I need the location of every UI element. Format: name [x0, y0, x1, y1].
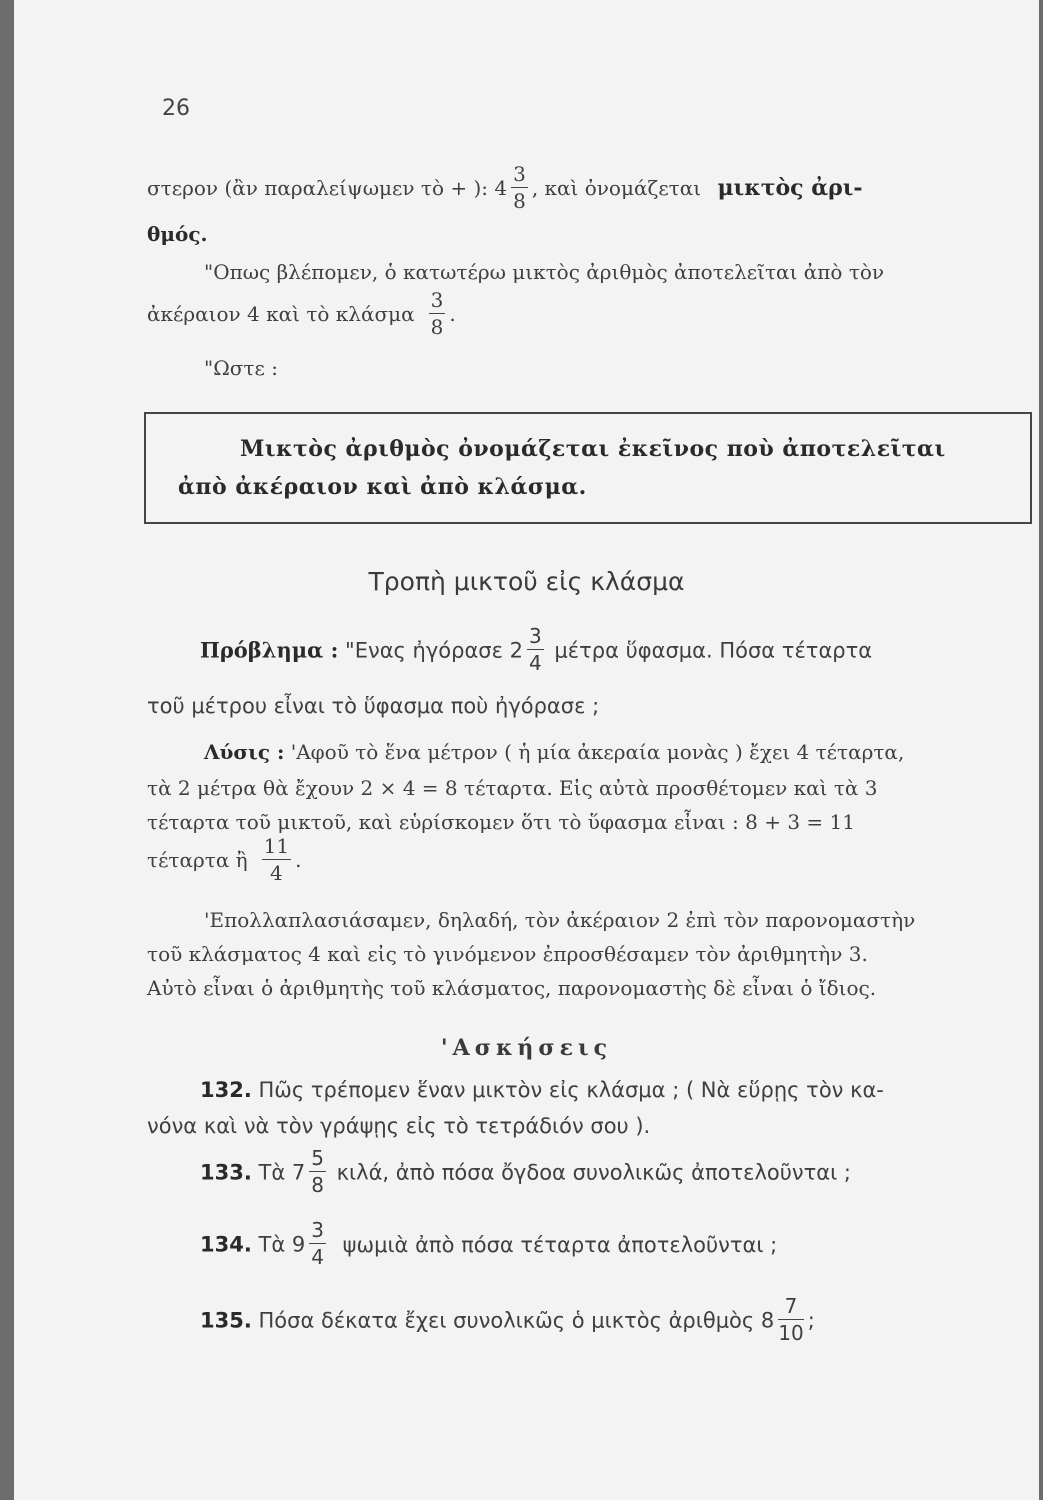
intro-text: ἀκέραιον 4 καὶ τὸ κλάσμα	[147, 302, 415, 326]
intro-text: στερον (ἂν παραλείψωμεν τὸ + ): 4	[147, 176, 508, 200]
exercise-text: Τὰ 9	[258, 1232, 306, 1257]
definition-box	[144, 412, 1032, 524]
solution-line-3: τέταρτα τοῦ μικτοῦ, καὶ εὑρίσκομεν ὅτι τὸ ὕφασμα εἶναι : 8 + 3 = 11	[147, 810, 855, 834]
intro-line-2: θμός.	[147, 222, 208, 246]
fraction-numerator: 3	[430, 288, 444, 312]
fraction-5-8	[309, 1148, 326, 1195]
exercise-number: 133.	[200, 1160, 252, 1185]
term-mixed-number: μικτὸς ἀρι-	[717, 175, 863, 201]
problem-label: Πρόβλημα :	[200, 637, 339, 663]
exercise-text: ψωμιὰ ἀπὸ πόσα τέταρτα ἀποτελοῦνται ;	[342, 1232, 778, 1257]
fraction-numerator: 5	[311, 1146, 324, 1170]
fraction-3-4	[527, 626, 544, 673]
fraction-numerator: 3	[513, 162, 526, 186]
intro-line-5: "Ωστε :	[204, 356, 278, 380]
intro-line-1	[147, 162, 863, 213]
intro-line-3: "Οπως βλέπομεν, ὁ κατωτέρω μικτὸς ἀριθμὸς ἀποτελεῖται ἀπὸ τὸν	[204, 260, 885, 284]
exercise-text: Πῶς τρέπομεν ἕναν μικτὸν εἰς κλάσμα ; ( Νὰ εὕρῃς τὸν κα-	[258, 1078, 884, 1102]
solution-text: 'Αφοῦ τὸ ἕνα μέτρον ( ἡ μία ἀκεραία μονὰς ) ἔχει 4 τέταρτα,	[290, 740, 905, 764]
exercise-number: 135.	[200, 1308, 252, 1333]
solution-line-4	[147, 834, 302, 885]
fraction-11-4	[262, 836, 291, 883]
problem-line-2: τοῦ μέτρου εἶναι τὸ ὕφασμα ποὺ ἠγόρασε ;	[147, 694, 600, 718]
book-page	[14, 0, 1039, 1500]
definition-line-1: Μικτὸς ἀριθμὸς ὀνομάζεται ἐκεῖνος ποὺ ἀποτελεῖται	[240, 436, 946, 462]
exercises-title: 'Ασκήσεις	[440, 1035, 613, 1061]
exercise-text: ;	[807, 1308, 815, 1333]
solution-text: τέταρτα ἢ	[147, 848, 248, 872]
exercise-number: 134.	[200, 1232, 252, 1257]
intro-text: .	[449, 302, 456, 326]
exercise-132-line-1	[200, 1078, 884, 1102]
intro-text: , καὶ ὀνομάζεται	[531, 176, 702, 200]
exercise-number: 132.	[200, 1078, 252, 1102]
exercise-text: Πόσα δέκατα ἔχει συνολικῶς ὁ μικτὸς ἀριθμὸς 8	[258, 1308, 775, 1333]
fraction-numerator: 7	[778, 1296, 803, 1320]
explanation-line-1: 'Επολλαπλασιάσαμεν, δηλαδή, τὸν ἀκέραιον 2 ἐπὶ τὸν παρονομαστὴν	[204, 908, 916, 932]
intro-line-4	[147, 288, 456, 339]
exercise-135	[200, 1294, 815, 1345]
problem-text: "Ενας ἠγόρασε 2	[345, 638, 523, 663]
page-number: 26	[162, 96, 190, 121]
fraction-denominator: 8	[311, 1173, 324, 1197]
solution-line-2: τὰ 2 μέτρα θὰ ἔχουν 2 × 4 = 8 τέταρτα. Εἰς αὐτὰ προσθέτομεν καὶ τὰ 3	[147, 776, 878, 800]
solution-line-1	[204, 740, 904, 764]
exercise-text: Τὰ 7	[258, 1160, 306, 1185]
exercise-text: κιλά, ἀπὸ πόσα ὄγδοα συνολικῶς ἀποτελοῦνται ;	[336, 1160, 851, 1185]
solution-label: Λύσις :	[204, 740, 285, 764]
explanation-line-2: τοῦ κλάσματος 4 καὶ εἰς τὸ γινόμενον ἐπροσθέσαμεν τὸν ἀριθμητὴν 3.	[147, 942, 868, 966]
fraction-7-10	[778, 1296, 803, 1343]
fraction-numerator: 11	[263, 834, 290, 858]
explanation-line-3: Αὐτὸ εἶναι ὁ ἀριθμητὴς τοῦ κλάσματος, παρονομαστὴς δὲ εἶναι ὁ ἴδιος.	[147, 976, 877, 1000]
problem-text: μέτρα ὕφασμα. Πόσα τέταρτα	[554, 638, 873, 663]
fraction-denominator: 8	[430, 315, 444, 339]
fraction-denominator: 4	[311, 1245, 324, 1269]
fraction-numerator: 3	[529, 624, 542, 648]
fraction-denominator: 4	[270, 861, 283, 885]
fraction-3-8	[429, 290, 446, 337]
definition-line-2: ἀπὸ ἀκέραιον καὶ ἀπὸ κλάσμα.	[178, 474, 587, 500]
fraction-numerator: 3	[311, 1218, 324, 1242]
exercise-133	[200, 1146, 851, 1197]
fraction-denominator: 10	[778, 1321, 804, 1345]
solution-text: .	[295, 848, 302, 872]
section-title: Τροπὴ μικτοῦ εἰς κλάσμα	[368, 567, 685, 596]
fraction-3-8	[511, 164, 528, 211]
problem-line-1	[200, 624, 873, 675]
fraction-denominator: 8	[513, 189, 526, 213]
fraction-3-4	[309, 1220, 326, 1267]
fraction-denominator: 4	[529, 651, 542, 675]
exercise-134	[200, 1218, 778, 1269]
exercise-132-line-2: νόνα καὶ νὰ τὸν γράψῃς εἰς τὸ τετράδιόν σου ).	[147, 1114, 651, 1138]
